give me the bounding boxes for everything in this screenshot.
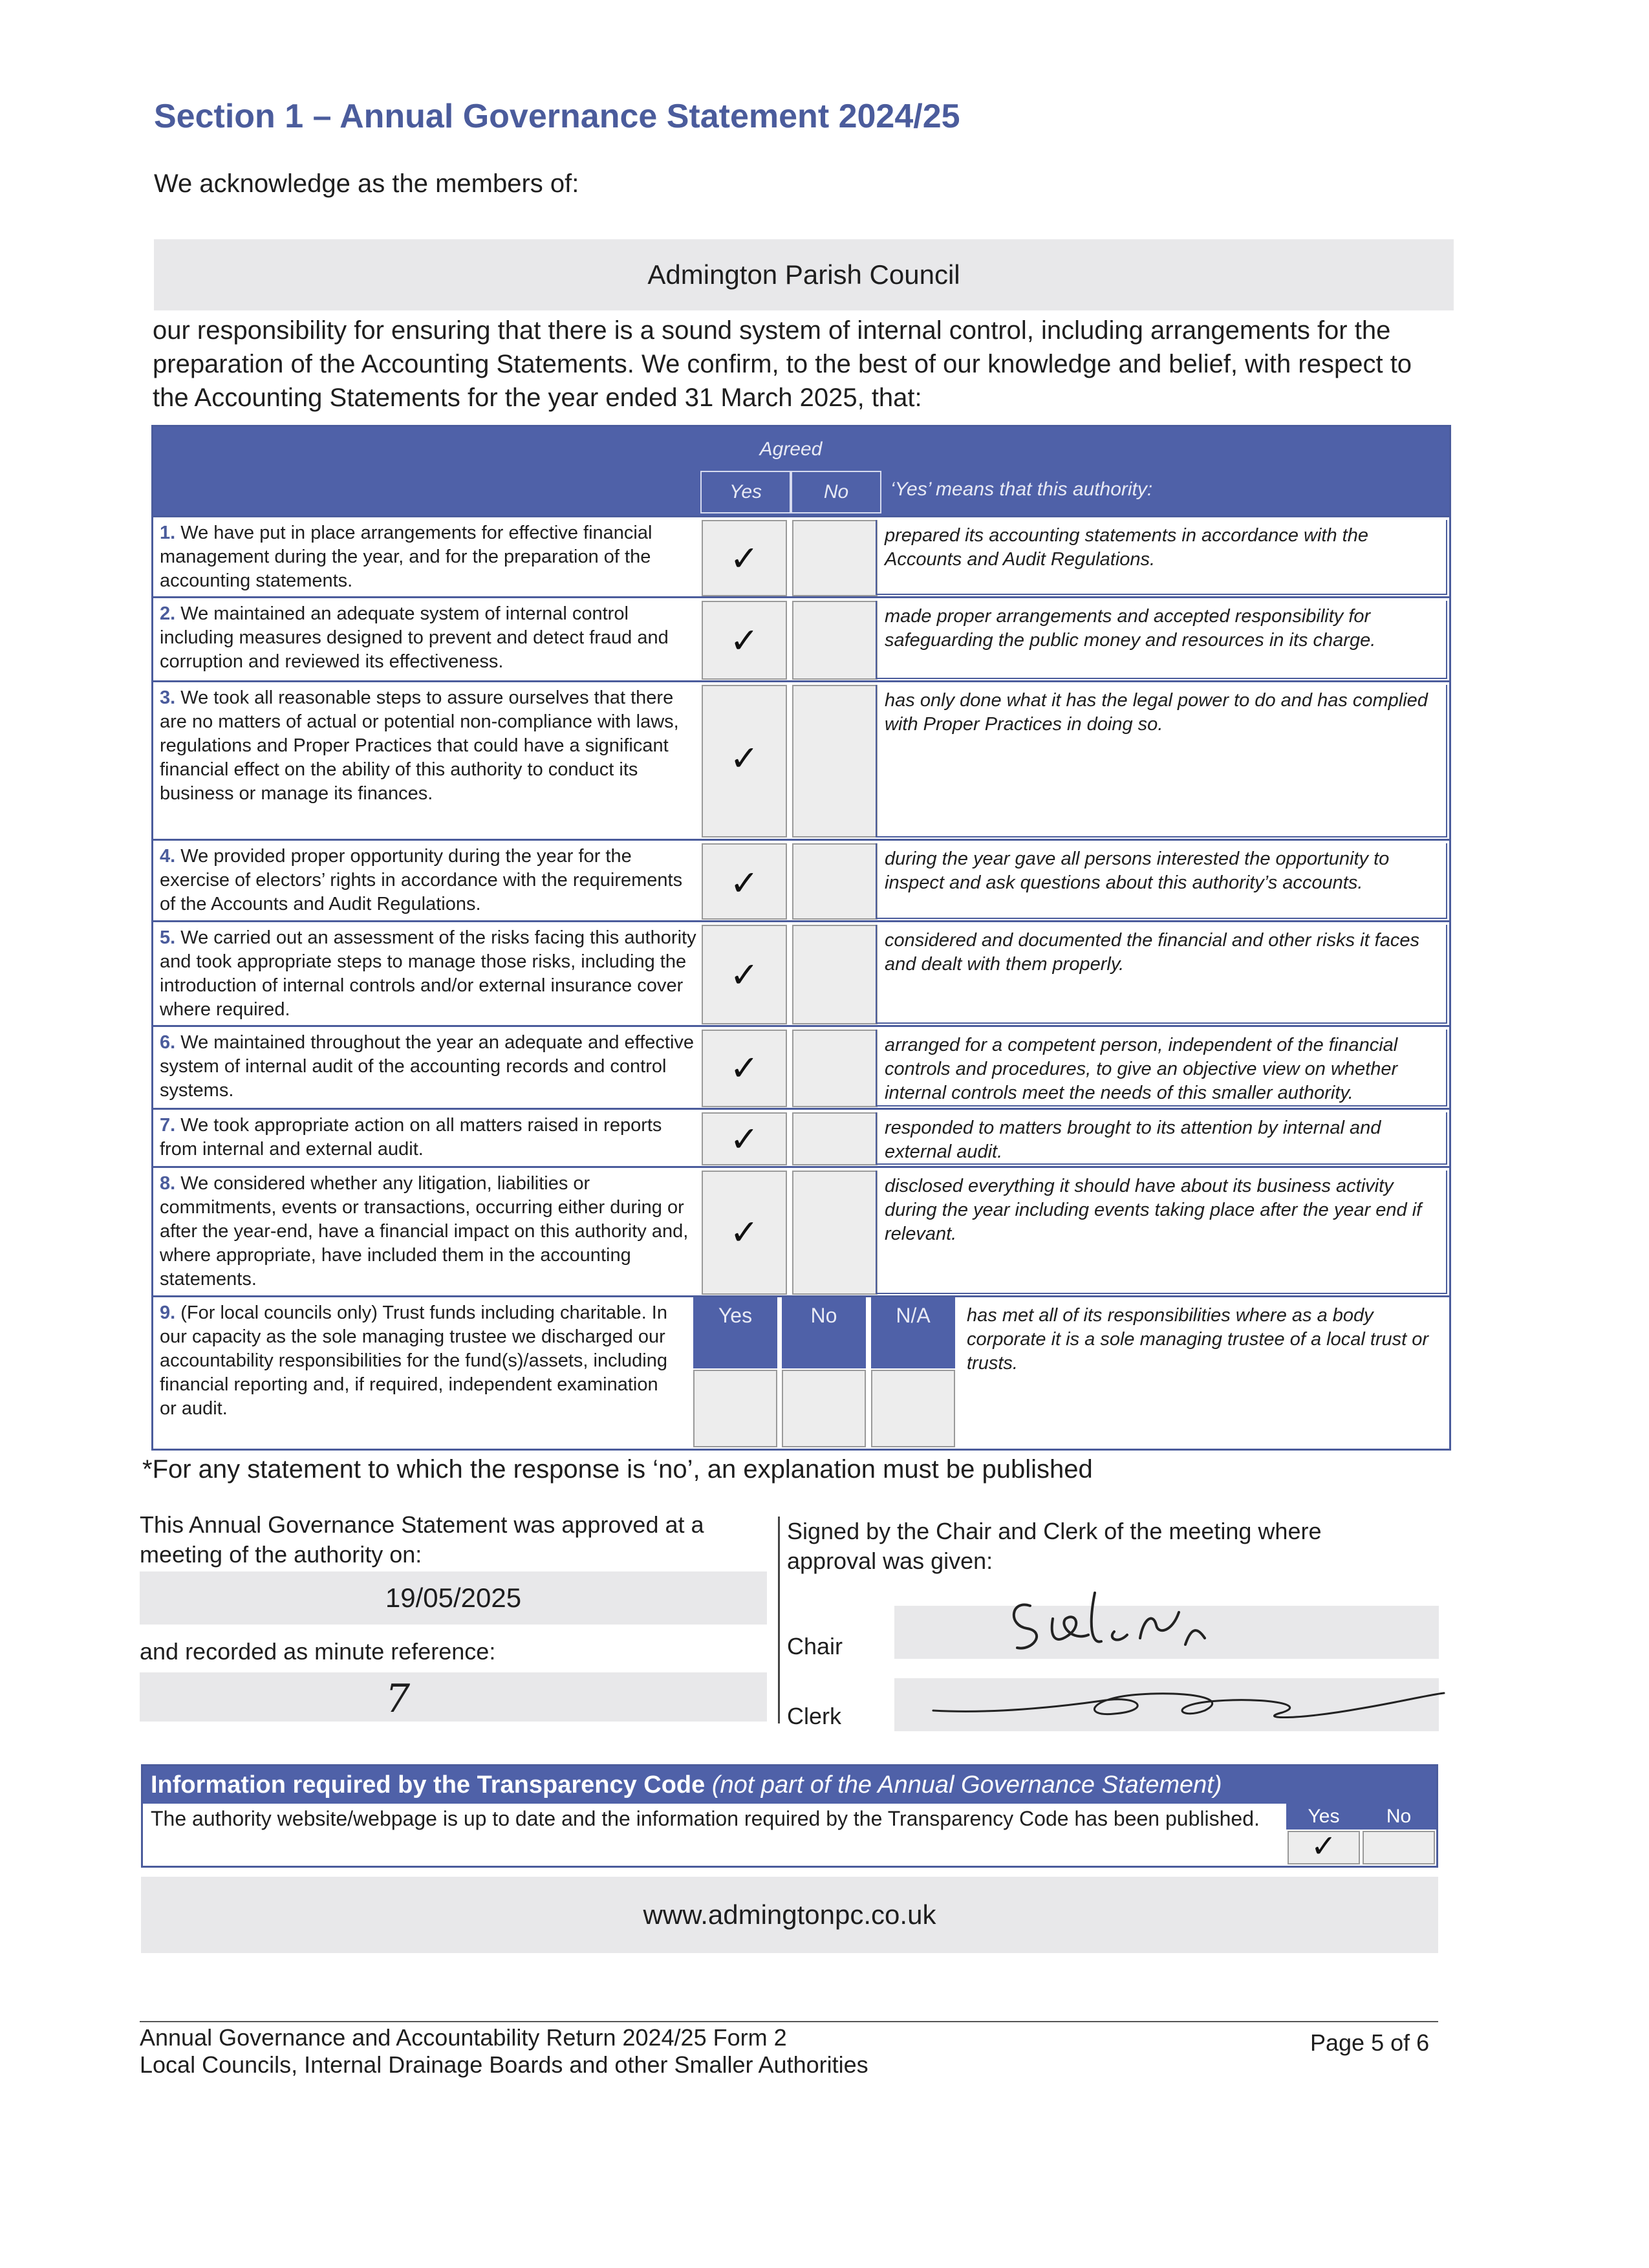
intro-paragraph: our responsibility for ensuring that there is a sound system of internal control, including arrangements for the preparation of the Accounting Statements. We confirm, to the best of our knowledge and belief, with respect to the Accounting Statements for the year ended 31 March 2025, that:: [153, 316, 1412, 412]
statement-text: 9. (For local councils only) Trust funds including charitable. In our capacity as the sole managing trustee we discharged our accountability responsibilities for the fund(s)/assets, including financial reporting and, if required, independent examination or audit.: [160, 1302, 668, 1419]
tick-icon: ✓: [729, 1119, 759, 1160]
approval-date: 19/05/2025: [385, 1582, 522, 1613]
footer-line-1: Annual Governance and Accountability Return 2024/25 Form 2: [140, 2024, 787, 2051]
tick-icon: ✓: [729, 738, 759, 779]
statement-text: 8. We considered whether any litigation, liabilities or commitments, events or transactions, occurring either during or after the year-end, have a financial impact on this authority and, where appropriate, have included them in the accounting statements.: [160, 1173, 689, 1290]
tick-icon: ✓: [729, 538, 759, 579]
means-header: ‘Yes’ means that this authority:: [890, 479, 1153, 500]
transparency-yes-checkbox[interactable]: [1288, 1828, 1360, 1864]
minute-reference-field[interactable]: [140, 1672, 767, 1722]
transparency-box: [141, 1764, 1438, 1868]
tick-icon: ✓: [729, 1048, 759, 1088]
chair-label: Chair: [787, 1633, 843, 1659]
yes-checkbox[interactable]: [702, 925, 787, 1024]
no-header: No: [791, 471, 881, 513]
no-checkbox[interactable]: [792, 1112, 878, 1165]
statement-text: 1. We have put in place arrangements for effective financial management during the year, and for the preparation of the accounting statements.: [160, 523, 652, 591]
approval-date-field[interactable]: [140, 1571, 767, 1625]
statement-row-6: [153, 1025, 1449, 1108]
page-title: Section 1 – Annual Governance Statement 2024/25: [154, 98, 960, 135]
chair-signature-icon: [894, 1573, 1439, 1658]
footer-divider: [140, 2021, 1438, 2022]
no-checkbox[interactable]: [792, 520, 878, 596]
means-text: has only done what it has the legal power to do and has complied with Proper Practices in doing so.: [876, 685, 1447, 837]
tick-icon: ✓: [729, 863, 759, 903]
footer-left: [140, 2024, 868, 2079]
statement-row-8: [153, 1166, 1449, 1295]
statement-row-9: [153, 1295, 1449, 1449]
website-address: www.admingtonpc.co.uk: [643, 1899, 936, 1930]
transparency-no-checkbox[interactable]: [1363, 1831, 1435, 1864]
means-text: disclosed everything it should have about its business activity during the year including events taking place after the year end if relevant.: [876, 1171, 1447, 1294]
agreed-label: Agreed: [759, 438, 823, 460]
tick-icon: ✓: [729, 955, 759, 995]
trust-yes-header: Yes: [693, 1297, 777, 1368]
chair-signature-field[interactable]: [894, 1606, 1439, 1659]
transparency-yes-header: Yes: [1308, 1806, 1340, 1827]
tick-icon: ✓: [1310, 1828, 1337, 1864]
statement-text: 3. We took all reasonable steps to assure ourselves that there are no matters of actual or potential non-compliance with laws, regulations and Proper Practices that could have a significant financial effect on the ability of this authority to conduct its business or manage its finances.: [160, 687, 679, 804]
no-checkbox[interactable]: [792, 685, 878, 837]
signed-label: Signed by the Chair and Clerk of the meeting where approval was given:: [787, 1518, 1322, 1574]
means-text: considered and documented the financial and other risks it faces and dealt with them properly.: [876, 925, 1447, 1024]
no-checkbox[interactable]: [792, 1030, 878, 1107]
page-number: Page 5 of 6: [1310, 2029, 1430, 2056]
means-text: prepared its accounting statements in accordance with the Accounts and Audit Regulations.: [876, 520, 1447, 595]
trust-no-checkbox[interactable]: [782, 1370, 866, 1447]
means-text: has met all of its responsibilities where as a body corporate it is a sole managing trustee of a local trust or trusts.: [967, 1305, 1429, 1374]
no-checkbox[interactable]: [792, 925, 878, 1024]
divider: [778, 1517, 780, 1723]
yes-checkbox[interactable]: [702, 601, 787, 680]
yes-checkbox[interactable]: [702, 1171, 787, 1295]
approved-label: This Annual Governance Statement was approved at a meeting of the authority on:: [140, 1511, 704, 1568]
no-checkbox[interactable]: [792, 843, 878, 920]
yes-checkbox[interactable]: [702, 1112, 787, 1165]
transparency-heading: Information required by the Transparency Code (not part of the Annual Governance Statement): [143, 1766, 1436, 1804]
tick-icon: ✓: [729, 620, 759, 661]
tick-icon: ✓: [729, 1212, 759, 1253]
footer-line-2: Local Councils, Internal Drainage Boards and other Smaller Authorities: [140, 2051, 868, 2078]
means-text: during the year gave all persons interested the opportunity to inspect and ask questions about this authority’s accounts.: [876, 843, 1447, 919]
statement-row-1: [153, 515, 1449, 596]
statement-text: 4. We provided proper opportunity during the year for the exercise of electors’ rights in accordance with the requirements of the Accounts and Audit Regulations.: [160, 846, 683, 914]
transparency-text: The authority website/webpage is up to date and the information required by the Transparency Code has been published.: [151, 1807, 1260, 1830]
table-header: [153, 427, 1449, 515]
website-field[interactable]: [141, 1877, 1438, 1953]
yes-checkbox[interactable]: [702, 843, 787, 920]
statement-row-2: [153, 596, 1449, 680]
minute-reference: 7: [385, 1676, 411, 1722]
statement-text: 6. We maintained throughout the year an adequate and effective system of internal audit of the accounting records and control systems.: [160, 1032, 695, 1101]
intro-text: We acknowledge as the members of:: [154, 169, 579, 198]
clerk-signature-field[interactable]: [894, 1678, 1439, 1731]
clerk-label: Clerk: [787, 1703, 842, 1729]
governance-table: [151, 425, 1451, 1451]
no-checkbox[interactable]: [792, 601, 878, 680]
statement-row-5: [153, 920, 1449, 1025]
no-checkbox[interactable]: [792, 1171, 878, 1295]
yes-checkbox[interactable]: [702, 1030, 787, 1107]
statement-row-4: [153, 839, 1449, 920]
statement-row-7: [153, 1108, 1449, 1166]
trust-na-header: N/A: [871, 1297, 955, 1368]
means-text: responded to matters brought to its attention by internal and external audit.: [876, 1112, 1447, 1165]
transparency-no-header: No: [1386, 1806, 1412, 1827]
footnote: *For any statement to which the response is ‘no’, an explanation must be published: [142, 1455, 1093, 1484]
yes-checkbox[interactable]: [702, 520, 787, 596]
clerk-signature-icon: [894, 1675, 1450, 1733]
means-text: arranged for a competent person, independent of the financial controls and procedures, to give an objective view on whether internal controls meet the needs of this smaller authority.: [876, 1030, 1447, 1107]
trust-na-checkbox[interactable]: [871, 1370, 955, 1447]
minute-label: and recorded as minute reference:: [140, 1638, 496, 1665]
statement-text: 2. We maintained an adequate system of internal control including measures designed to prevent and detect fraud and corruption and reviewed its effectiveness.: [160, 603, 669, 672]
statement-row-3: [153, 680, 1449, 839]
authority-name: Admington Parish Council: [647, 259, 960, 290]
authority-name-field[interactable]: [154, 239, 1454, 310]
trust-no-header: No: [782, 1297, 866, 1368]
transparency-yn-header: [1286, 1804, 1436, 1830]
trust-yes-checkbox[interactable]: [693, 1370, 777, 1447]
statement-text: 7. We took appropriate action on all matters raised in reports from internal and external audit.: [160, 1115, 662, 1160]
yes-header: Yes: [700, 471, 791, 513]
means-text: made proper arrangements and accepted responsibility for safeguarding the public money and resources in its charge.: [876, 601, 1447, 679]
yes-checkbox[interactable]: [702, 685, 787, 837]
statement-text: 5. We carried out an assessment of the risks facing this authority and took appropriate steps to manage those risks, including the introduction of internal controls and/or external insurance cover where required.: [160, 927, 696, 1020]
